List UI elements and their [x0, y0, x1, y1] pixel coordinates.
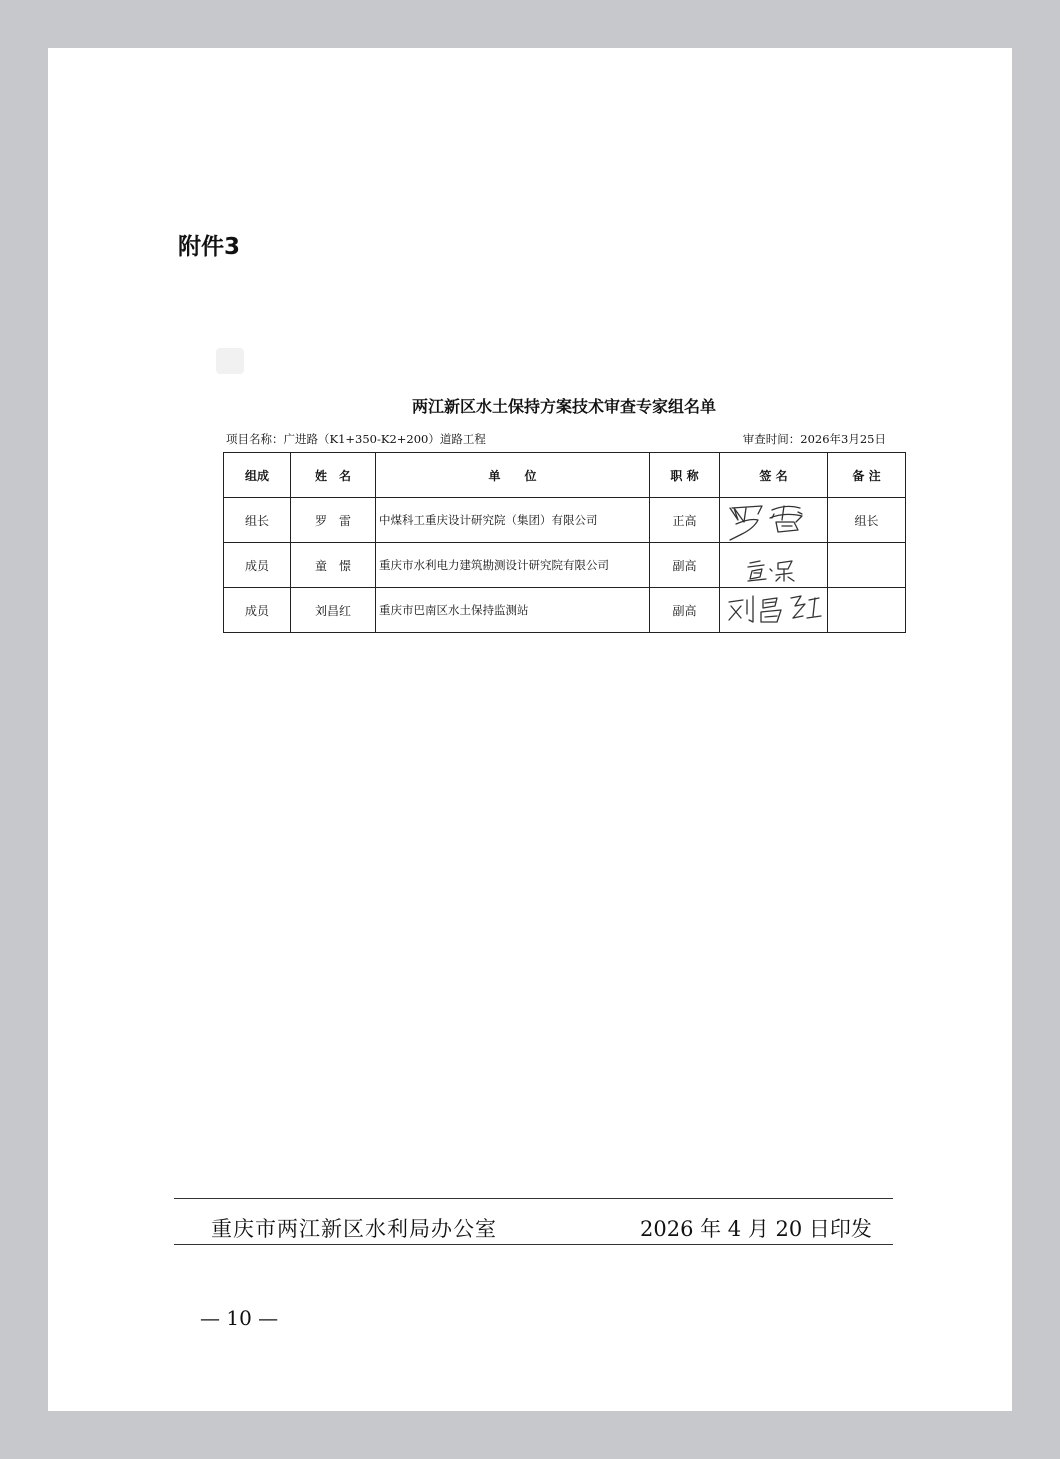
table-row [224, 588, 906, 633]
document-title: 两江新区水土保持方案技术审查专家组名单 [411, 397, 716, 416]
header-role: 组成 [224, 453, 291, 498]
scan-mark [216, 348, 244, 374]
header-name: 姓 名 [291, 453, 376, 498]
cell-title: 副高 [650, 588, 720, 633]
handwritten-signature-2 [724, 543, 824, 587]
cell-name: 童 憬 [291, 543, 376, 588]
table-row [224, 543, 906, 588]
handwritten-signature-3 [721, 588, 827, 632]
cell-unit: 重庆市水利电力建筑勘测设计研究院有限公司 [376, 543, 650, 588]
document-page [48, 48, 1012, 1411]
cell-role: 成员 [224, 543, 291, 588]
footer-issuer: 重庆市两江新区水利局办公室 [211, 1217, 497, 1241]
table-row [224, 498, 906, 543]
page-number: — 10 — [200, 1306, 279, 1330]
cell-note [828, 588, 906, 633]
cell-role: 组长 [224, 498, 291, 543]
handwritten-signature-1 [724, 498, 824, 542]
project-name: 项目名称：广进路（K1+350-K2+200）道路工程 [226, 432, 486, 446]
footer-top-rule [174, 1198, 893, 1199]
cell-unit: 重庆市巴南区水土保持监测站 [376, 588, 650, 633]
cell-note: 组长 [828, 498, 906, 543]
footer-bottom-rule [174, 1244, 893, 1245]
header-note: 备 注 [828, 453, 906, 498]
cell-signature [720, 543, 828, 588]
header-unit: 单 位 [376, 453, 650, 498]
meta-line [226, 431, 886, 447]
cell-title: 副高 [650, 543, 720, 588]
footer-issue-date: 2026 年 4 月 20 日印发 [640, 1217, 872, 1241]
cell-signature [720, 588, 828, 633]
cell-unit: 中煤科工重庆设计研究院（集团）有限公司 [376, 498, 650, 543]
cell-role: 成员 [224, 588, 291, 633]
cell-name: 刘昌红 [291, 588, 376, 633]
header-signature: 签 名 [720, 453, 828, 498]
attachment-label: 附件3 [178, 234, 241, 260]
cell-title: 正高 [650, 498, 720, 543]
cell-signature [720, 498, 828, 543]
header-title: 职 称 [650, 453, 720, 498]
expert-roster-table [223, 452, 906, 633]
cell-note [828, 543, 906, 588]
table-header-row [224, 453, 906, 498]
review-date: 审查时间：2026年3月25日 [742, 432, 886, 446]
cell-name: 罗 雷 [291, 498, 376, 543]
